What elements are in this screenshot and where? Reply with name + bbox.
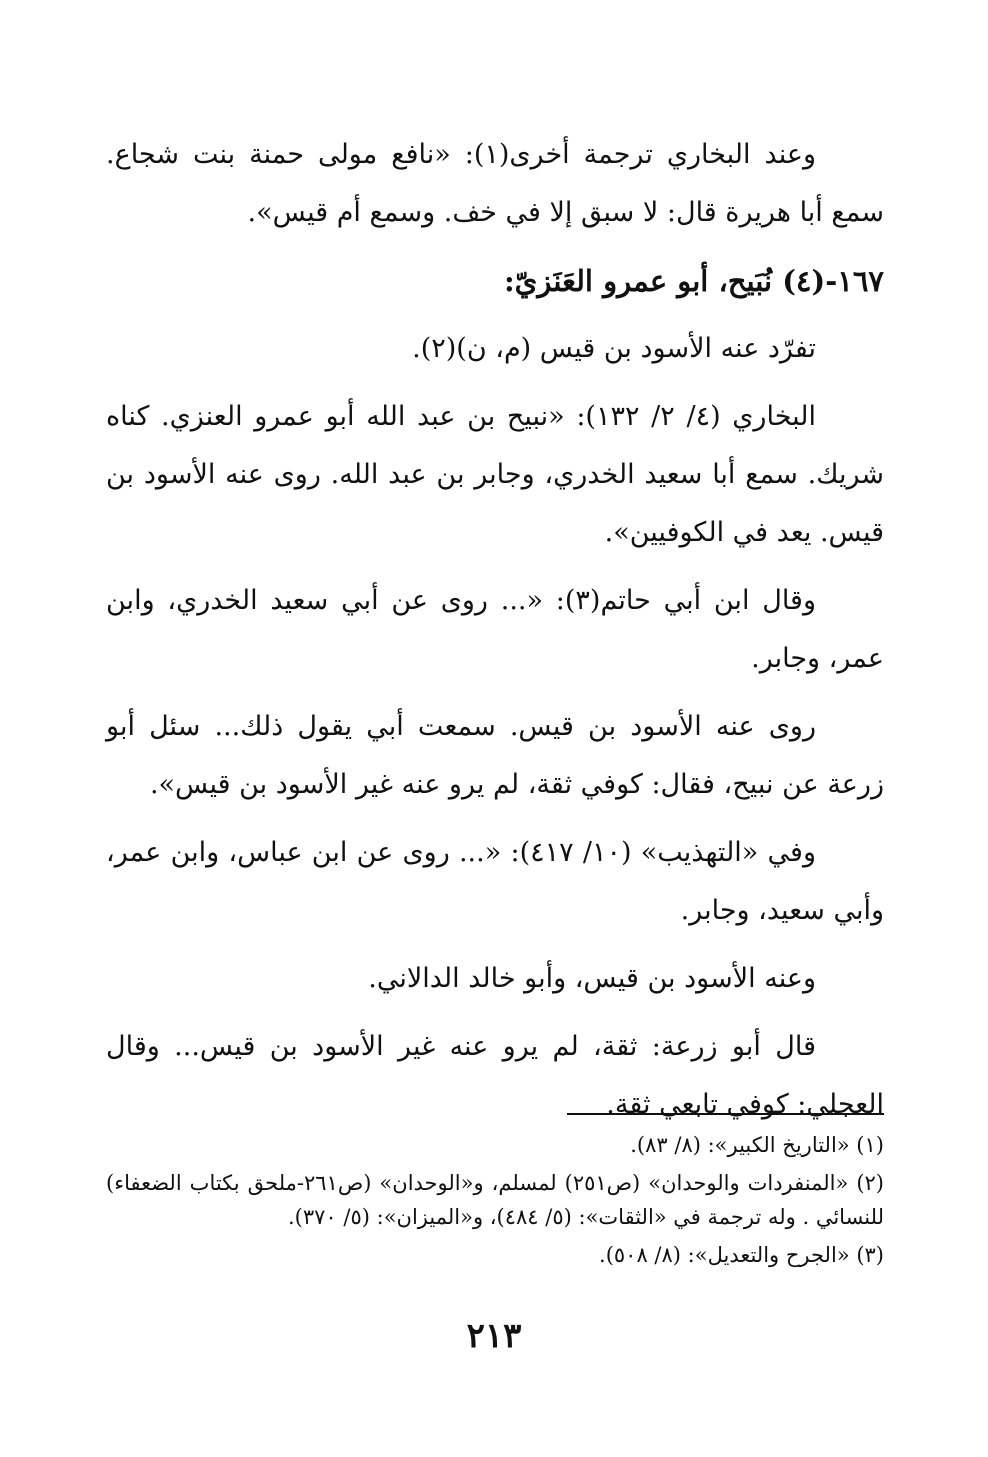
entry-heading: ١٦٧-(٤) نُبَيح، أبو عمرو العَنَزيّ: xyxy=(503,264,884,298)
paragraph-bukhari: البخاري (٤/ ٢/ ١٣٢): «نبيح بن عبد الله أبو عمرو العنزي. كناه شريك. سمع أبا سعيد الخدري، وجابر بن عبد الله. روى عنه الأسود بن قيس. يعد في الكوفيين». xyxy=(106,401,884,548)
main-text xyxy=(106,126,884,1144)
paragraph-abu-zura-question: روى عنه الأسود بن قيس. سمعت أبي يقول ذلك... سئل أبو زرعة عن نبيح، فقال: كوفي ثقة، لم يرو عنه غير الأسود بن قيس». xyxy=(106,711,884,800)
paragraph-ibn-abi-hatim: وقال ابن أبي حاتم(٣): «... روى عن أبي سعيد الخدري، وابن عمر، وجابر. xyxy=(106,585,884,674)
footnote-2: (٢) «المنفردات والوحدان» (ص٢٥١) لمسلم، و«الوحدان» (ص٢٦١-ملحق بكتاب الضعفاء) للنسائي . وله ترجمة في «الثقات»: (٥/ ٤٨٤)، و«الميزان»: (٥/ ٣٧٠). xyxy=(106,1171,884,1229)
footnotes xyxy=(106,1128,884,1276)
paragraph-tafarrad: تفرّد عنه الأسود بن قيس (م، ن)(٢). xyxy=(412,333,816,364)
paragraph-tahdhib: وفي «التهذيب» (١٠/ ٤١٧): «... روى عن ابن عباس، وابن عمر، وأبي سعيد، وجابر. xyxy=(106,837,884,926)
paragraph-nafi: وعند البخاري ترجمة أخرى(١): «نافع مولى حمنة بنت شجاع. سمع أبا هريرة قال: لا سبق إلا في خف. وسمع أم قيس». xyxy=(106,139,884,228)
paragraph-ijli: قال أبو زرعة: ثقة، لم يرو عنه غير الأسود بن قيس... وقال العجلي: كوفي تابعي ثقة. xyxy=(106,1031,884,1120)
footnote-1: (١) «التاريخ الكبير»: (٨/ ٨٣). xyxy=(630,1133,884,1157)
paragraph-narrators: وعنه الأسود بن قيس، وأبو خالد الدالاني. xyxy=(368,963,816,994)
page-number: ٢١٣ xyxy=(466,1316,522,1356)
footnote-3: (٣) «الجرح والتعديل»: (٨/ ٥٠٨). xyxy=(599,1243,884,1267)
footnote-divider xyxy=(567,1113,884,1115)
